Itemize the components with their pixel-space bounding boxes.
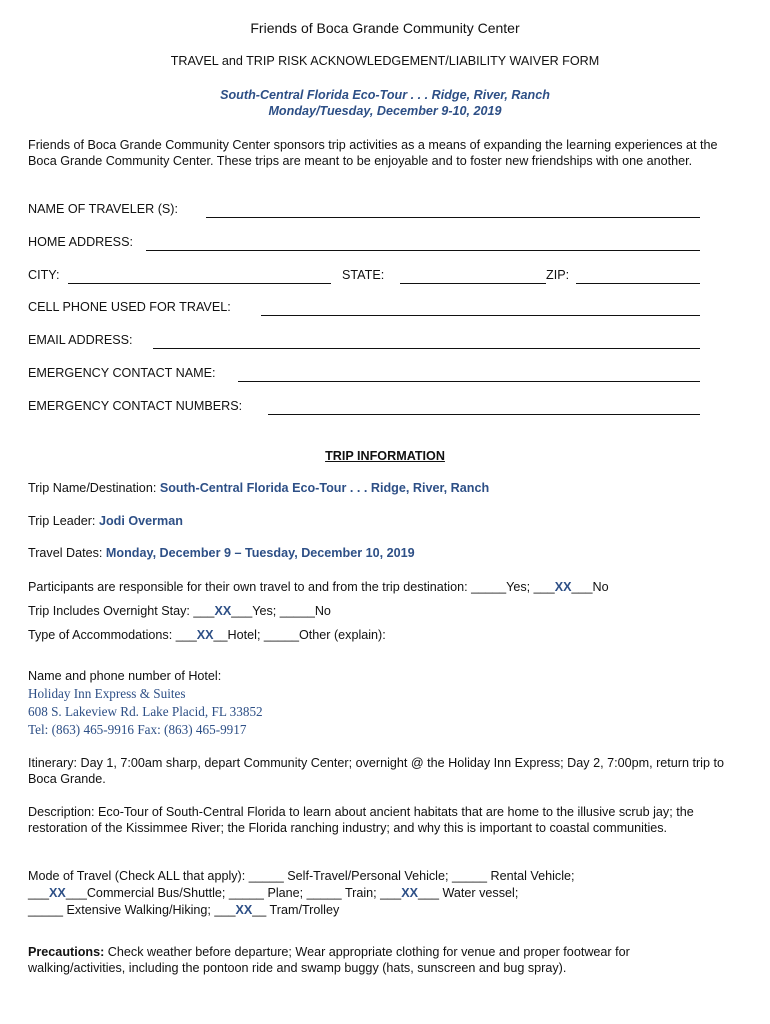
email-field[interactable] (153, 348, 700, 349)
home-address-label: HOME ADDRESS: (28, 235, 133, 249)
city-state-zip-row (28, 268, 700, 286)
tour-name: South-Central Florida Eco-Tour . . . Ridge, River, Ranch (220, 88, 550, 102)
accommodations-text-end: __Hotel; _____Other (explain): (213, 628, 386, 642)
home-address-row (28, 235, 700, 253)
accommodations-text: Type of Accommodations: ___ (28, 628, 197, 642)
walking-text: _____ Extensive Walking/Hiking; ___ (28, 903, 236, 917)
precautions-text: Check weather before departure; Wear appropriate clothing for venue and proper footwear for walking/activities, including the pontoon ride and swamp buggy (hats, sunscreen and bug spray). (28, 945, 630, 976)
tour-dates: Monday/Tuesday, December 9-10, 2019 (268, 104, 502, 118)
city-field[interactable] (68, 283, 331, 284)
trip-leader-label: Trip Leader: (28, 514, 96, 528)
travel-dates-line (28, 546, 415, 560)
trip-leader-value: Jodi Overman (98, 514, 183, 528)
mode-blank: ___ (28, 886, 50, 900)
cell-phone-row (28, 300, 700, 318)
precautions (28, 944, 728, 976)
accommodations-mark[interactable]: XX (196, 628, 214, 642)
water-vessel-text: ___ Water vessel; (418, 886, 519, 900)
tram-text: __ Tram/Trolley (252, 903, 340, 917)
responsibility-text: Participants are responsible for their own travel to and from the trip destination: _____Yes; ___ (28, 580, 555, 594)
state-field[interactable] (400, 283, 546, 284)
emergency-numbers-field[interactable] (268, 414, 700, 415)
description: Description: Eco-Tour of South-Central Florida to learn about ancient habitats that are home to the illusive scrub jay; the restoration of the Kissimmee River; the Florida ranching industry; and why this is important to coastal communities. (28, 805, 694, 836)
traveler-name-label: NAME OF TRAVELER (S): (28, 202, 178, 216)
responsibility-mark[interactable]: XX (554, 580, 572, 594)
trip-name-label: Trip Name/Destination: (28, 481, 157, 495)
home-address-field[interactable] (146, 250, 700, 251)
emergency-numbers-row (28, 399, 700, 417)
overnight-text: Trip Includes Overnight Stay: ___ (28, 604, 215, 618)
accommodations-type (28, 628, 386, 642)
form-title: TRAVEL and TRIP RISK ACKNOWLEDGEMENT/LIABILITY WAIVER FORM (170, 54, 600, 68)
hotel-phone: Tel: (863) 465-9916 Fax: (863) 465-9917 (28, 722, 247, 737)
trip-info-heading: TRIP INFORMATION (325, 449, 445, 463)
hotel-address: 608 S. Lakeview Rd. Lake Placid, FL 33852 (28, 704, 263, 719)
precautions-label: Precautions: (28, 945, 105, 959)
mode-options: ___Commercial Bus/Shuttle; _____ Plane; _____ Train; ___ (65, 886, 402, 900)
zip-field[interactable] (576, 283, 700, 284)
hotel-name: Holiday Inn Express & Suites (28, 686, 186, 701)
email-label: EMAIL ADDRESS: (28, 333, 133, 347)
overnight-mark[interactable]: XX (214, 604, 232, 618)
commercial-bus-mark[interactable]: XX (49, 886, 66, 900)
overnight-stay (28, 604, 331, 618)
email-row (28, 333, 700, 351)
trip-name-value: South-Central Florida Eco-Tour . . . Ridge, River, Ranch (159, 481, 490, 495)
overnight-text-end: ___Yes; _____No (231, 604, 331, 618)
travel-dates-value: Monday, December 9 – Tuesday, December 10, 2019 (105, 546, 415, 560)
water-vessel-mark[interactable]: XX (401, 886, 418, 900)
city-label: CITY: (28, 268, 60, 282)
trip-name-line (28, 481, 489, 495)
trip-leader-line (28, 514, 183, 528)
organization-name: Friends of Boca Grande Community Center (250, 20, 520, 36)
traveler-name-field[interactable] (206, 217, 700, 218)
responsibility-text-end: ___No (571, 580, 609, 594)
mode-of-travel-line3 (28, 903, 339, 917)
emergency-name-field[interactable] (238, 381, 700, 382)
zip-label: ZIP: (546, 268, 570, 282)
self-travel-responsibility (28, 580, 609, 594)
traveler-name-row (28, 202, 700, 220)
cell-phone-label: CELL PHONE USED FOR TRAVEL: (28, 300, 231, 314)
emergency-name-row (28, 366, 700, 384)
itinerary: Itinerary: Day 1, 7:00am sharp, depart Community Center; overnight @ the Holiday Inn Express; Day 2, 7:00pm, return trip to Boca Grande. (28, 756, 724, 787)
travel-dates-label: Travel Dates: (28, 546, 103, 560)
intro-paragraph: Friends of Boca Grande Community Center sponsors trip activities as a means of expanding the learning experiences at the Boca Grande Community Center. These trips are meant to be enjoyable and to foster new friendships with one another. (28, 138, 718, 169)
tram-mark[interactable]: XX (235, 903, 253, 917)
cell-phone-field[interactable] (261, 315, 700, 316)
hotel-label: Name and phone number of Hotel: (28, 669, 222, 683)
mode-of-travel-line2 (28, 886, 518, 900)
emergency-name-label: EMERGENCY CONTACT NAME: (28, 366, 216, 380)
mode-of-travel-line1: Mode of Travel (Check ALL that apply): _____ Self-Travel/Personal Vehicle; _____ Rental Vehicle; (28, 869, 575, 883)
state-label: STATE: (342, 268, 385, 282)
emergency-numbers-label: EMERGENCY CONTACT NUMBERS: (28, 399, 243, 413)
